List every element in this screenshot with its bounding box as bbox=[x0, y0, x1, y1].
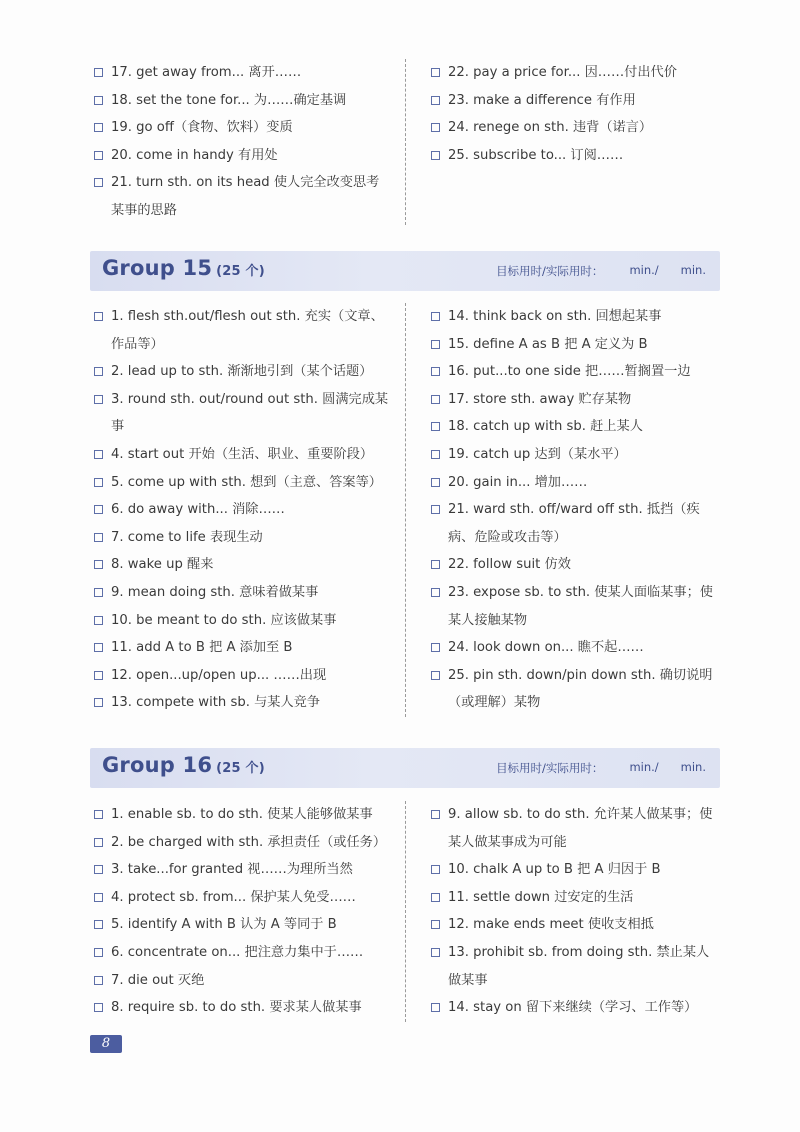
phrase-text: 1. enable sb. to do sth. 使某人能够做某事 bbox=[111, 807, 373, 822]
actual-time-unit: min. bbox=[680, 263, 706, 277]
checkbox[interactable] bbox=[94, 698, 103, 707]
phrase-item bbox=[90, 358, 391, 386]
phrase-text: 10. chalk A up to B 把 A 归因于 B bbox=[448, 862, 661, 878]
phrase-text: 24. look down on... 瞧不起…… bbox=[448, 640, 644, 656]
phrase-item bbox=[90, 59, 391, 87]
checkbox[interactable] bbox=[431, 151, 440, 160]
phrase-text: 22. follow suit 仿效 bbox=[448, 557, 571, 573]
phrase-text: 20. gain in... 增加…… bbox=[448, 474, 588, 490]
phrase-text: 8. wake up 醒来 bbox=[111, 557, 214, 573]
phrase-text: 2. lead up to sth. 渐渐地引到（某个话题） bbox=[111, 364, 373, 380]
checkbox[interactable] bbox=[431, 340, 440, 349]
group14-continued bbox=[90, 59, 720, 225]
checkbox[interactable] bbox=[94, 450, 103, 459]
phrase-item bbox=[90, 114, 391, 142]
phrase-text: 12. make ends meet 使收支相抵 bbox=[448, 917, 654, 933]
phrase-item bbox=[427, 142, 720, 170]
checkbox[interactable] bbox=[94, 478, 103, 487]
phrase-text: 9. mean doing sth. 意味着做某事 bbox=[111, 584, 319, 600]
phrase-text: 3. round sth. out/round out sth. 圆满完成某事 bbox=[111, 391, 389, 435]
phrase-text: 8. require sb. to do sth. 要求某人做某事 bbox=[111, 1000, 362, 1016]
phrase-item bbox=[90, 689, 391, 717]
checkbox[interactable] bbox=[431, 450, 440, 459]
checkbox[interactable] bbox=[94, 151, 103, 160]
checkbox[interactable] bbox=[94, 178, 103, 187]
phrase-text: 17. get away from... 离开…… bbox=[111, 65, 302, 80]
phrase-text: 7. come to life 表现生动 bbox=[111, 529, 263, 545]
checkbox[interactable] bbox=[94, 643, 103, 652]
phrase-text: 1. flesh sth.out/flesh out sth. 充实（文章、作品等） bbox=[111, 309, 384, 352]
phrase-item bbox=[90, 801, 391, 829]
checkbox[interactable] bbox=[94, 865, 103, 874]
phrase-text: 2. be charged with sth. 承担责任（或任务） bbox=[111, 834, 387, 850]
phrase-item bbox=[90, 634, 391, 662]
actual-time-unit: min. bbox=[680, 760, 706, 774]
checkbox[interactable] bbox=[94, 671, 103, 680]
phrase-item bbox=[427, 441, 720, 469]
group-title: Group 15 (25 个) bbox=[102, 256, 265, 280]
group16-list bbox=[90, 801, 720, 1022]
checkbox[interactable] bbox=[431, 671, 440, 680]
phrase-item bbox=[427, 856, 720, 884]
checkbox[interactable] bbox=[94, 367, 103, 376]
phrase-item bbox=[90, 579, 391, 607]
phrase-item bbox=[90, 87, 391, 115]
phrase-item bbox=[427, 496, 720, 551]
group16-header bbox=[90, 748, 720, 788]
right-column bbox=[405, 801, 720, 1022]
phrase-text: 9. allow sb. to do sth. 允许某人做某事；使某人做某事成为可能 bbox=[448, 807, 713, 850]
checkbox[interactable] bbox=[431, 395, 440, 404]
time-label: 目标用时/实际用时： bbox=[496, 761, 604, 775]
checkbox[interactable] bbox=[94, 893, 103, 902]
phrase-item bbox=[427, 114, 720, 142]
phrase-text: 25. subscribe to... 订阅…… bbox=[448, 147, 624, 163]
phrase-item bbox=[427, 939, 720, 994]
phrase-text: 11. add A to B 把 A 添加至 B bbox=[111, 640, 293, 656]
checkbox[interactable] bbox=[431, 96, 440, 105]
phrase-item bbox=[427, 884, 720, 912]
time-record bbox=[496, 760, 706, 776]
phrase-text: 13. prohibit sb. from doing sth. 禁止某人做某事 bbox=[448, 944, 710, 988]
phrase-text: 23. make a difference 有作用 bbox=[448, 92, 636, 108]
checkbox[interactable] bbox=[431, 367, 440, 376]
checkbox[interactable] bbox=[431, 505, 440, 514]
phrase-item bbox=[90, 662, 391, 690]
phrase-text: 10. be meant to do sth. 应该做某事 bbox=[111, 612, 337, 628]
phrase-item bbox=[90, 551, 391, 579]
checkbox[interactable] bbox=[431, 560, 440, 569]
group15-list bbox=[90, 303, 720, 717]
group-title: Group 16 (25 个) bbox=[102, 753, 265, 777]
group-count: (25 个) bbox=[216, 761, 265, 776]
phrase-text: 21. ward sth. off/ward off sth. 抵挡（疾病、危险或攻击等） bbox=[448, 502, 700, 545]
phrase-text: 6. do away with... 消除…… bbox=[111, 502, 285, 518]
phrase-item bbox=[90, 884, 391, 912]
phrase-item bbox=[90, 169, 391, 224]
phrase-item bbox=[427, 994, 720, 1022]
phrase-text: 12. open...up/open up... ……出现 bbox=[111, 667, 327, 683]
phrase-item bbox=[90, 524, 391, 552]
phrase-item bbox=[427, 469, 720, 497]
phrase-item bbox=[90, 386, 391, 441]
checkbox[interactable] bbox=[431, 588, 440, 597]
checkbox[interactable] bbox=[431, 810, 440, 819]
phrase-item bbox=[90, 607, 391, 635]
phrase-text: 19. catch up 达到（某水平） bbox=[448, 446, 627, 462]
checkbox[interactable] bbox=[431, 422, 440, 431]
phrase-item bbox=[90, 142, 391, 170]
group-count: (25 个) bbox=[216, 264, 265, 279]
phrase-item bbox=[427, 911, 720, 939]
checkbox[interactable] bbox=[94, 976, 103, 985]
phrase-item bbox=[427, 634, 720, 662]
phrase-text: 7. die out 灭绝 bbox=[111, 972, 205, 988]
phrase-item bbox=[90, 911, 391, 939]
checkbox[interactable] bbox=[94, 395, 103, 404]
checkbox[interactable] bbox=[431, 865, 440, 874]
phrase-item bbox=[427, 358, 720, 386]
checkbox[interactable] bbox=[431, 1003, 440, 1012]
phrase-text: 5. come up with sth. 想到（主意、答案等） bbox=[111, 474, 382, 490]
phrase-item bbox=[427, 303, 720, 331]
phrase-text: 5. identify A with B 认为 A 等同于 B bbox=[111, 917, 337, 933]
checkbox[interactable] bbox=[94, 123, 103, 132]
column-divider bbox=[405, 303, 406, 717]
right-column bbox=[405, 59, 720, 225]
phrase-item bbox=[90, 496, 391, 524]
checkbox[interactable] bbox=[431, 893, 440, 902]
left-column bbox=[90, 59, 405, 225]
phrase-item bbox=[90, 469, 391, 497]
checkbox[interactable] bbox=[431, 312, 440, 321]
phrase-text: 13. compete with sb. 与某人竞争 bbox=[111, 695, 321, 711]
group15-header bbox=[90, 251, 720, 291]
checkbox[interactable] bbox=[94, 312, 103, 321]
phrase-item bbox=[427, 801, 720, 856]
phrase-item bbox=[427, 579, 720, 634]
page-number: 8 bbox=[90, 1035, 122, 1053]
checkbox[interactable] bbox=[94, 1003, 103, 1012]
phrase-text: 4. protect sb. from... 保护某人免受…… bbox=[111, 889, 356, 905]
checkbox[interactable] bbox=[94, 533, 103, 542]
checkbox[interactable] bbox=[94, 616, 103, 625]
checkbox[interactable] bbox=[94, 68, 103, 77]
column-divider bbox=[405, 59, 406, 225]
checkbox[interactable] bbox=[431, 643, 440, 652]
checkbox[interactable] bbox=[431, 478, 440, 487]
checkbox[interactable] bbox=[94, 560, 103, 569]
checkbox[interactable] bbox=[431, 920, 440, 929]
time-label: 目标用时/实际用时： bbox=[496, 264, 604, 278]
phrase-item bbox=[90, 967, 391, 995]
checkbox[interactable] bbox=[94, 948, 103, 957]
left-column bbox=[90, 801, 405, 1022]
phrase-item bbox=[427, 59, 720, 87]
phrase-item bbox=[427, 386, 720, 414]
phrase-text: 23. expose sb. to sth. 使某人面临某事；使某人接触某物 bbox=[448, 584, 713, 628]
phrase-text: 19. go off（食物、饮料）变质 bbox=[111, 120, 293, 136]
phrase-item bbox=[90, 939, 391, 967]
phrase-text: 15. define A as B 把 A 定义为 B bbox=[448, 336, 648, 352]
phrase-text: 18. catch up with sb. 赶上某人 bbox=[448, 419, 643, 435]
target-time-unit: min./ bbox=[629, 263, 659, 277]
checkbox[interactable] bbox=[94, 96, 103, 105]
phrase-text: 14. think back on sth. 回想起某事 bbox=[448, 309, 662, 324]
checkbox[interactable] bbox=[431, 123, 440, 132]
phrase-item bbox=[427, 413, 720, 441]
phrase-item bbox=[90, 829, 391, 857]
phrase-text: 21. turn sth. on its head 使人完全改变思考某事的思路 bbox=[111, 175, 380, 218]
phrase-item bbox=[90, 994, 391, 1022]
checkbox[interactable] bbox=[94, 920, 103, 929]
phrase-text: 24. renege on sth. 违背（诺言） bbox=[448, 120, 653, 136]
checkbox[interactable] bbox=[94, 810, 103, 819]
phrase-text: 4. start out 开始（生活、职业、重要阶段） bbox=[111, 446, 374, 462]
checkbox[interactable] bbox=[94, 838, 103, 847]
column-divider bbox=[405, 801, 406, 1022]
phrase-text: 6. concentrate on... 把注意力集中于…… bbox=[111, 944, 364, 960]
right-column bbox=[405, 303, 720, 717]
phrase-item bbox=[90, 441, 391, 469]
phrase-text: 17. store sth. away 贮存某物 bbox=[448, 391, 632, 407]
phrase-item bbox=[427, 87, 720, 115]
phrase-item bbox=[427, 551, 720, 579]
phrase-text: 11. settle down 过安定的生活 bbox=[448, 889, 634, 905]
phrase-text: 25. pin sth. down/pin down sth. 确切说明（或理解）某物 bbox=[448, 667, 713, 711]
checkbox[interactable] bbox=[431, 68, 440, 77]
phrase-text: 22. pay a price for... 因……付出代价 bbox=[448, 65, 677, 80]
phrase-item bbox=[90, 856, 391, 884]
left-column bbox=[90, 303, 405, 717]
phrase-text: 18. set the tone for... 为……确定基调 bbox=[111, 92, 347, 108]
phrase-item bbox=[90, 303, 391, 358]
phrase-text: 14. stay on 留下来继续（学习、工作等） bbox=[448, 1000, 698, 1016]
phrase-text: 3. take...for granted 视……为理所当然 bbox=[111, 862, 353, 878]
target-time-unit: min./ bbox=[629, 760, 659, 774]
phrase-item bbox=[427, 662, 720, 717]
time-record bbox=[496, 263, 706, 279]
phrase-text: 16. put...to one side 把……暂搁置一边 bbox=[448, 364, 691, 380]
checkbox[interactable] bbox=[94, 588, 103, 597]
phrase-text: 20. come in handy 有用处 bbox=[111, 147, 278, 163]
checkbox[interactable] bbox=[431, 948, 440, 957]
phrase-item bbox=[427, 331, 720, 359]
checkbox[interactable] bbox=[94, 505, 103, 514]
